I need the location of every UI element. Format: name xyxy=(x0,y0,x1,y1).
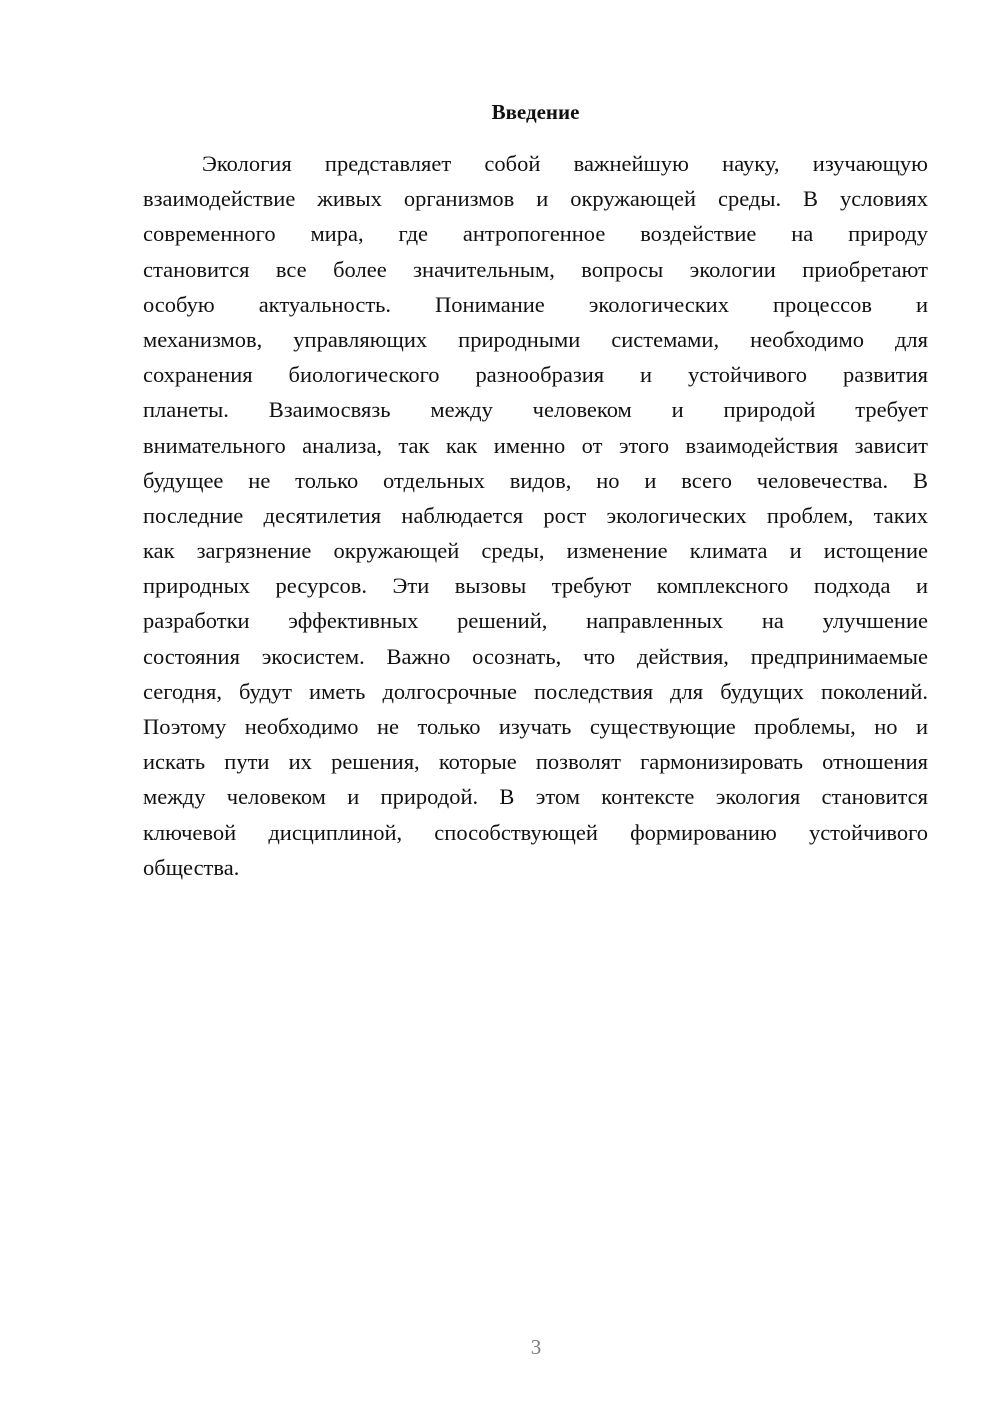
paragraph-line: сохранения биологического разнообразия и устойчивого развития xyxy=(143,362,928,388)
paragraph-line: ключевой дисциплиной, способствующей формированию устойчивого xyxy=(143,819,928,845)
paragraph-line: сегодня, будут иметь долгосрочные последствия для будущих поколений. xyxy=(143,678,928,704)
section-heading: Введение xyxy=(491,100,580,124)
paragraph-line: искать пути их решения, которые позволят гармонизировать отношения xyxy=(143,749,928,775)
paragraph-line: как загрязнение окружающей среды, изменение климата и истощение xyxy=(143,538,928,564)
paragraph-line: разработки эффективных решений, направленных на улучшение xyxy=(143,608,928,634)
paragraph-line: природных ресурсов. Эти вызовы требуют комплексного подхода и xyxy=(143,573,928,599)
paragraph-line: состояния экосистем. Важно осознать, что действия, предпринимаемые xyxy=(143,643,928,669)
page-number: 3 xyxy=(530,1335,542,1359)
paragraph-line: особую актуальность. Понимание экологических процессов и xyxy=(143,291,928,317)
paragraph-line: внимательного анализа, так как именно от этого взаимодействия зависит xyxy=(143,432,928,458)
paragraph-line: Поэтому необходимо не только изучать существующие проблемы, но и xyxy=(143,714,928,739)
paragraph-line: будущее не только отдельных видов, но и всего человечества. В xyxy=(143,467,928,493)
paragraph-line: последние десятилетия наблюдается рост экологических проблем, таких xyxy=(143,502,928,528)
paragraph-line: механизмов, управляющих природными системами, необходимо для xyxy=(143,326,928,352)
paragraph-line: современного мира, где антропогенное воздействие на природу xyxy=(143,221,928,247)
paragraph-line: планеты. Взаимосвязь между человеком и природой требует xyxy=(143,397,928,423)
paragraph-line: между человеком и природой. В этом контексте экология становится xyxy=(143,784,928,810)
paragraph-line: взаимодействие живых организмов и окружающей среды. В условиях xyxy=(143,186,928,212)
paragraph-line: становится все более значительным, вопросы экологии приобретают xyxy=(143,256,928,282)
paragraph-line: Экология представляет собой важнейшую науку, изучающую xyxy=(202,151,928,176)
paragraph-line: общества. xyxy=(143,854,240,880)
introduction-paragraph xyxy=(143,146,928,885)
